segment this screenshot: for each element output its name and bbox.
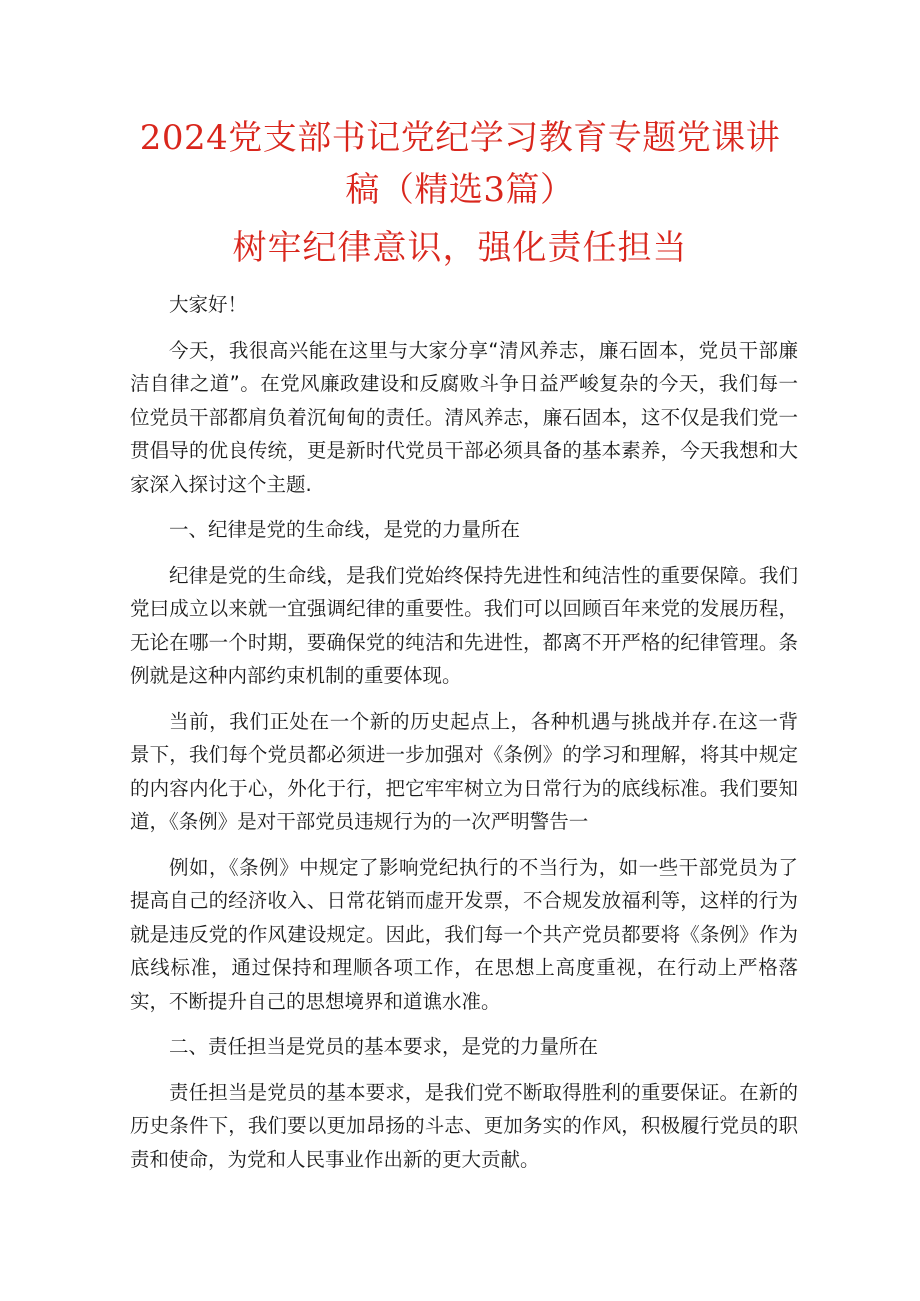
body-paragraph: 责任担当是党员的基本要求，是我们党不断取得胜利的重要保证。在新的历史条件下，我们要以更加昂扬的斗志、更加务实的作风，积极履行党员的职责和使命，为党和人民事业作出新的更大贡献。 <box>130 1080 798 1171</box>
body-paragraph: 纪律是党的生命线，是我们党始终保持先进性和纯洁性的重要保障。我们党曰成立以来就一宜强调纪律的重要性。我们可以回顾百年来党的发展历程，无论在哪一个时期，要确保党的纯洁和先进性，都离不开严格的纪律管理。条例就是这种内部约束机制的重要体现。 <box>130 563 798 687</box>
document-body <box>130 288 798 1188</box>
body-paragraph: 例如，《条例》中规定了影响党纪执行的不当行为，如一些干部党员为了提高自己的经济收入、日常花销而虚开发票，不合规发放福利等，这样的行为就是违反党的作风建设规定。因此，我们每一个共产党员都要将《条例》作为底线标准，通过保持和理顺各项工作，在思想上高度重视，在行动上严格落实，不断提升自己的思想境界和道谯水准。 <box>130 855 798 1013</box>
section-heading-2: 二、责任担当是党员的基本要求，是党的力量所在 <box>169 1035 599 1058</box>
document-title: 2024党支部书记党纪学习教育专题党课讲稿（精选3篇） <box>139 118 781 210</box>
document-subtitle: 树牢纪律意识，强化责任担当 <box>232 228 688 268</box>
body-paragraph: 当前，我们正处在一个新的历史起点上，各种机遇与挑战并存.在这一背景下，我们每个党员都必须进一步加强对《条例》的学习和理解，将其中规定的内容内化于心，外化于行，把它牢牢树立为日常行为的底线标准。我们要知道，《条例》是对干部党员违规行为的一次严明警告一 <box>130 709 798 833</box>
intro-paragraph: 今天，我很高兴能在这里与大家分享“清风养志，廉石固本，党员干部廉洁自律之道”。在党风廉政建设和反腐败斗争日益严峻复杂的今天，我们每一位党员干部都肩负着沉甸甸的责任。清风养志，廉石固本，这不仅是我们党一贯倡导的优良传统，更是新时代党员干部必须具备的基本素养，今天我想和大家深入探讨这个主题. <box>130 338 798 496</box>
greeting-paragraph: 大家好！ <box>169 293 248 316</box>
section-heading-1: 一、纪律是党的生命线，是党的力量所在 <box>169 518 521 541</box>
